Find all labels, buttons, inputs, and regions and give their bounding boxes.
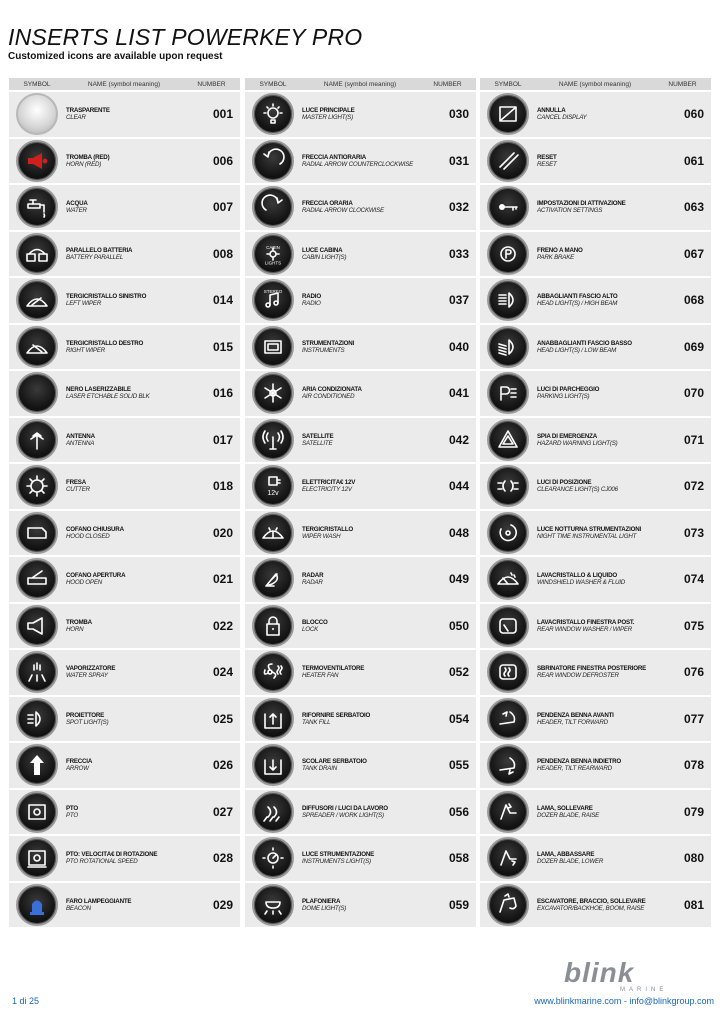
svg-text:CABIN: CABIN — [266, 244, 280, 250]
insert-name-it: RESET — [537, 153, 557, 161]
insert-name-en: HORN — [66, 625, 84, 633]
horn-red-icon — [16, 140, 58, 182]
insert-name-en: EXCAVATOR/BACKHOE, BOOM, RAISE — [537, 904, 645, 912]
insert-name-it: ANNULLA — [537, 107, 566, 115]
table-row — [9, 790, 240, 835]
insert-number: 015 — [212, 339, 233, 354]
insert-number: 026 — [212, 758, 233, 773]
logo-subtitle: MARINE — [620, 987, 668, 992]
table-row — [9, 836, 240, 881]
insert-name-en: HOOD CLOSED — [66, 532, 110, 540]
insert-name-it: TROMBA (RED) — [66, 153, 110, 161]
insert-number: 008 — [212, 246, 233, 261]
insert-name-en: WATER — [66, 207, 87, 215]
insert-number: 032 — [448, 200, 469, 215]
insert-name-it: LUCE PRINCIPALE — [302, 107, 355, 115]
table-row — [480, 371, 711, 416]
work-light-icon — [252, 791, 294, 833]
table-row — [9, 139, 240, 184]
table-row — [9, 325, 240, 370]
insert-name-it: SCOLARE SERBATOIO — [302, 758, 367, 766]
contact-link[interactable]: www.blinkmarine.com - info@blinkgroup.com — [534, 996, 714, 1006]
insert-number: 059 — [448, 897, 469, 912]
table-row — [480, 697, 711, 742]
activation-key-icon — [487, 186, 529, 228]
table-row — [480, 557, 711, 602]
table-row — [9, 418, 240, 463]
page-title: INSERTS LIST POWERKEY PRO — [8, 24, 363, 50]
table-row — [480, 883, 711, 928]
lock-icon — [252, 605, 294, 647]
insert-name-it: PLAFONIERA — [302, 897, 341, 905]
insert-number: 077 — [683, 711, 704, 726]
arrow-ccw-icon — [252, 140, 294, 182]
table-row — [480, 836, 711, 881]
table-row — [245, 697, 476, 742]
column-header — [480, 78, 711, 90]
insert-number: 050 — [448, 618, 469, 633]
insert-number: 030 — [448, 107, 469, 122]
instruments-icon — [252, 326, 294, 368]
table-row — [245, 511, 476, 556]
satellite-icon — [252, 419, 294, 461]
insert-name-it: LAMA, SOLLEVARE — [537, 804, 593, 812]
insert-name-en: INSTRUMENTS LIGHT(S) — [302, 858, 371, 866]
table-row — [9, 371, 240, 416]
insert-number: 014 — [212, 293, 233, 308]
insert-number: 006 — [212, 153, 233, 168]
insert-name-en: HORN (RED) — [66, 160, 102, 168]
low-beam-icon — [487, 326, 529, 368]
insert-name-en: HEAD LIGHT(S) / LOW BEAM — [537, 346, 617, 354]
tank-drain-icon — [252, 744, 294, 786]
table-row — [480, 790, 711, 835]
insert-name-it: LUCE STRUMENTAZIONE — [302, 851, 375, 859]
arrow-up-icon — [16, 744, 58, 786]
insert-name-en: HAZARD WARNING LIGHT(S) — [537, 439, 618, 447]
insert-name-en: ARROW — [66, 765, 89, 773]
table-row — [245, 464, 476, 509]
blink-marine-logo — [562, 960, 712, 992]
insert-name-en: TANK DRAIN — [302, 765, 338, 773]
hood-closed-icon — [16, 512, 58, 554]
insert-number: 041 — [448, 386, 469, 401]
svg-text:LIGHTS: LIGHTS — [264, 260, 282, 266]
header-symbol: SYMBOL — [494, 80, 522, 88]
cabin-light-icon — [252, 233, 294, 275]
insert-number: 028 — [212, 851, 233, 866]
insert-name-en: RADIAL ARROW COUNTERCLOCKWISE — [302, 160, 414, 168]
insert-name-it: VAPORIZZATORE — [66, 665, 116, 673]
table-row — [480, 604, 711, 649]
insert-number: 076 — [683, 665, 704, 680]
insert-number: 024 — [212, 665, 233, 680]
insert-name-it: FARO LAMPEGGIANTE — [66, 897, 132, 905]
insert-name-it: ABBAGLIANTI FASCIO ALTO — [537, 293, 618, 301]
insert-name-en: RADIO — [302, 300, 321, 308]
insert-name-en: WINDSHIELD WASHER & FLUID — [537, 579, 626, 587]
insert-name-en: SPREADER / WORK LIGHT(S) — [302, 811, 384, 819]
insert-name-it: LAVACRISTALLO & LIQUIDO — [537, 572, 617, 580]
insert-name-en: ELECTRICITY 12V — [302, 486, 352, 494]
table-row — [480, 92, 711, 137]
table-row — [245, 418, 476, 463]
insert-name-en: REAR WINDOW WASHER / WIPER — [537, 625, 633, 633]
insert-name-en: CLEAR — [66, 114, 86, 122]
svg-text:12v: 12v — [267, 490, 279, 498]
insert-name-en: AIR CONDITIONED — [302, 393, 355, 401]
horn-icon — [16, 605, 58, 647]
insert-name-en: RESET — [537, 160, 557, 168]
tilt-forward-icon — [487, 698, 529, 740]
reset-icon — [487, 140, 529, 182]
insert-name-it: PTO: VELOCITÃ€ DI ROTAZIONE — [66, 851, 158, 859]
insert-number: 031 — [448, 153, 469, 168]
table-row — [9, 464, 240, 509]
insert-name-it: COFANO APERTURA — [66, 572, 126, 580]
insert-name-it: FRECCIA ANTIORARIA — [302, 153, 366, 161]
hazard-icon — [487, 419, 529, 461]
header-name: NAME (symbol meaning) — [323, 80, 397, 88]
park-brake-icon — [487, 233, 529, 275]
insert-name-it: LUCE NOTTURNA STRUMENTAZIONI — [537, 525, 642, 533]
insert-number: 078 — [683, 758, 704, 773]
insert-name-en: LOCK — [302, 625, 319, 633]
svg-text:STEREO: STEREO — [263, 289, 283, 295]
insert-number: 037 — [448, 293, 469, 308]
insert-name-en: CABIN LIGHT(S) — [302, 253, 347, 261]
insert-number: 069 — [683, 339, 704, 354]
insert-number: 044 — [448, 479, 469, 494]
insert-name-it: ANABBAGLIANTI FASCIO BASSO — [537, 339, 632, 347]
insert-number: 020 — [212, 525, 233, 540]
insert-number: 063 — [683, 200, 704, 215]
header-name: NAME (symbol meaning) — [87, 80, 161, 88]
table-row — [480, 232, 711, 277]
insert-name-it: TROMBA — [66, 618, 92, 626]
cancel-display-icon — [487, 93, 529, 135]
insert-number: 021 — [212, 572, 233, 587]
table-row — [9, 557, 240, 602]
inserts-table — [9, 78, 712, 926]
header-number: NUMBER — [668, 80, 697, 88]
insert-number: 071 — [683, 432, 704, 447]
radar-icon — [252, 558, 294, 600]
insert-number: 007 — [212, 200, 233, 215]
night-light-icon — [487, 512, 529, 554]
insert-number: 027 — [212, 804, 233, 819]
insert-name-en: HEADER, TILT REARWARD — [537, 765, 612, 773]
insert-number: 067 — [683, 246, 704, 261]
table-row — [9, 511, 240, 556]
table-row — [245, 557, 476, 602]
table-row — [480, 464, 711, 509]
insert-name-en: REAR WINDOW DEFROSTER — [537, 672, 619, 680]
insert-number: 061 — [683, 153, 704, 168]
insert-number: 058 — [448, 851, 469, 866]
insert-name-it: SPIA DI EMERGENZA — [537, 432, 597, 440]
instruments-light-icon — [252, 837, 294, 879]
table-row — [480, 278, 711, 323]
insert-name-en: WIPER WASH — [302, 532, 341, 540]
insert-name-en: TANK FILL — [302, 718, 331, 726]
insert-name-en: MASTER LIGHT(S) — [302, 114, 353, 122]
table-row — [480, 185, 711, 230]
table-row — [245, 650, 476, 695]
table-row — [480, 418, 711, 463]
insert-name-it: ANTENNA — [66, 432, 95, 440]
insert-name-it: ARIA CONDIZIONATA — [302, 386, 362, 394]
insert-name-it: IMPOSTAZIONI DI ATTIVAZIONE — [537, 200, 626, 208]
insert-name-en: DOZER BLADE, LOWER — [537, 858, 604, 866]
insert-name-it: LUCE CABINA — [302, 246, 343, 254]
table-row — [9, 650, 240, 695]
header-symbol: SYMBOL — [23, 80, 51, 88]
table-row — [245, 883, 476, 928]
water-tap-icon — [16, 186, 58, 228]
insert-number: 070 — [683, 386, 704, 401]
insert-name-it: STRUMENTAZIONI — [302, 339, 355, 347]
insert-name-it: ESCAVATORE, BRACCIO, SOLLEVARE — [537, 897, 646, 905]
heater-fan-icon — [252, 651, 294, 693]
table-column-3 — [480, 78, 711, 927]
insert-number: 049 — [448, 572, 469, 587]
pto-icon — [16, 791, 58, 833]
insert-number: 022 — [212, 618, 233, 633]
insert-name-it: SBRINATORE FINESTRA POSTERIORE — [537, 665, 647, 673]
table-row — [245, 836, 476, 881]
insert-name-it: TRASPARENTE — [66, 107, 110, 115]
header-number: NUMBER — [433, 80, 462, 88]
insert-name-en: SPOT LIGHT(S) — [66, 718, 109, 726]
insert-number: 016 — [212, 386, 233, 401]
insert-name-en: HOOD OPEN — [66, 579, 103, 587]
insert-number: 079 — [683, 804, 704, 819]
table-row — [480, 743, 711, 788]
insert-name-it: TERGICRISTALLO — [302, 525, 354, 533]
table-row — [245, 371, 476, 416]
insert-name-en: DOME LIGHT(S) — [302, 904, 347, 912]
column-header — [245, 78, 476, 90]
table-row — [245, 604, 476, 649]
blank-black-icon — [16, 372, 58, 414]
insert-name-it: RADAR — [302, 572, 324, 580]
parking-light-icon — [487, 372, 529, 414]
header-symbol: SYMBOL — [259, 80, 287, 88]
insert-name-en: HEATER FAN — [302, 672, 339, 680]
insert-name-it: LAMA, ABBASSARE — [537, 851, 595, 859]
dome-light-icon — [252, 884, 294, 926]
insert-name-en: PARK BRAKE — [537, 253, 575, 261]
insert-number: 068 — [683, 293, 704, 308]
insert-name-it: TERGICRISTALLO DESTRO — [66, 339, 144, 347]
insert-number: 055 — [448, 758, 469, 773]
table-row — [245, 139, 476, 184]
insert-number: 056 — [448, 804, 469, 819]
table-row — [245, 278, 476, 323]
column-header — [9, 78, 240, 90]
table-row — [9, 883, 240, 928]
insert-name-it: NERO LASERIZZABILE — [66, 386, 131, 394]
dozer-lower-icon — [487, 837, 529, 879]
table-row — [245, 232, 476, 277]
insert-name-en: CANCEL DISPLAY — [537, 114, 587, 122]
radio-icon — [252, 279, 294, 321]
insert-name-en: ANTENNA — [66, 439, 95, 447]
table-row — [9, 232, 240, 277]
table-row — [245, 743, 476, 788]
high-beam-icon — [487, 279, 529, 321]
insert-number: 018 — [212, 479, 233, 494]
table-row — [245, 790, 476, 835]
header-name: NAME (symbol meaning) — [558, 80, 632, 88]
table-row — [9, 697, 240, 742]
dozer-raise-icon — [487, 791, 529, 833]
insert-name-en: RIGHT WIPER — [66, 346, 106, 354]
insert-number: 081 — [683, 897, 704, 912]
insert-name-it: RIFORNIRE SERBATOIO — [302, 711, 371, 719]
insert-name-it: TERGICRISTALLO SINISTRO — [66, 293, 147, 301]
page-number: 1 di 25 — [12, 996, 40, 1006]
insert-name-en: PARKING LIGHT(S) — [537, 393, 590, 401]
insert-name-it: LUCI DI PARCHEGGIO — [537, 386, 600, 394]
clear-icon — [16, 93, 58, 135]
insert-name-en: BEACON — [66, 904, 91, 912]
table-row — [480, 511, 711, 556]
insert-name-en: HEAD LIGHT(S) / HIGH BEAM — [537, 300, 618, 308]
table-row — [245, 185, 476, 230]
insert-number: 040 — [448, 339, 469, 354]
insert-number: 048 — [448, 525, 469, 540]
water-spray-icon — [16, 651, 58, 693]
insert-name-en: HEADER, TILT FORWARD — [537, 718, 608, 726]
insert-name-it: DIFFUSORI / LUCI DA LAVORO — [302, 804, 388, 812]
table-column-2 — [245, 78, 476, 927]
insert-number: 042 — [448, 432, 469, 447]
insert-name-it: RADIO — [302, 293, 321, 301]
insert-name-it: LUCI DI POSIZIONE — [537, 479, 592, 487]
insert-name-en: RADAR — [302, 579, 323, 587]
insert-name-en: LEFT WIPER — [66, 300, 102, 308]
insert-name-it: BLOCCO — [302, 618, 328, 626]
beacon-icon — [16, 884, 58, 926]
insert-name-en: DOZER BLADE, RAISE — [537, 811, 600, 819]
insert-name-it: FRESA — [66, 479, 86, 487]
insert-name-it: FRENO A MANO — [537, 246, 583, 254]
electricity-12v-icon — [252, 465, 294, 507]
table-row — [245, 325, 476, 370]
arrow-cw-icon — [252, 186, 294, 228]
insert-name-it: SATELLITE — [302, 432, 334, 440]
insert-name-en: NIGHT TIME INSTRUMENTAL LIGHT — [537, 532, 637, 540]
insert-name-it: FRECCIA — [66, 758, 93, 766]
table-column-1 — [9, 78, 240, 927]
insert-name-it: COFANO CHIUSURA — [66, 525, 124, 533]
table-row — [9, 604, 240, 649]
insert-number: 025 — [212, 711, 233, 726]
insert-number: 029 — [212, 897, 233, 912]
insert-name-en: ACTIVATION SETTINGS — [537, 207, 603, 215]
insert-number: 073 — [683, 525, 704, 540]
header-number: NUMBER — [197, 80, 226, 88]
insert-number: 074 — [683, 572, 704, 587]
insert-name-en: SATELLITE — [302, 439, 333, 447]
left-wiper-icon — [16, 279, 58, 321]
insert-name-en: CUTTER — [66, 486, 90, 494]
insert-name-it: PENDENZA BENNA INDIETRO — [537, 758, 621, 766]
insert-name-it: PARALLELO BATTERIA — [66, 246, 133, 254]
insert-number: 001 — [212, 107, 233, 122]
logo-wordmark: blink — [564, 960, 635, 988]
insert-name-it: LAVACRISTALLO FINESTRA POST. — [537, 618, 635, 626]
insert-name-it: FRECCIA ORARIA — [302, 200, 353, 208]
excavator-raise-icon — [487, 884, 529, 926]
insert-name-it: PROIETTORE — [66, 711, 105, 719]
insert-number: 033 — [448, 246, 469, 261]
battery-parallel-icon — [16, 233, 58, 275]
table-row — [9, 278, 240, 323]
master-light-icon — [252, 93, 294, 135]
insert-number: 072 — [683, 479, 704, 494]
table-row — [480, 325, 711, 370]
insert-name-en: INSTRUMENTS — [302, 346, 345, 354]
table-row — [9, 92, 240, 137]
table-row — [480, 139, 711, 184]
insert-name-en: RADIAL ARROW CLOCKWISE — [302, 207, 384, 215]
insert-number: 075 — [683, 618, 704, 633]
insert-number: 080 — [683, 851, 704, 866]
windshield-washer-icon — [487, 558, 529, 600]
table-row — [9, 185, 240, 230]
insert-number: 052 — [448, 665, 469, 680]
insert-name-it: PTO — [66, 804, 79, 812]
insert-name-en: LASER ETCHABLE SOLID BLK — [66, 393, 150, 401]
antenna-icon — [16, 419, 58, 461]
cutter-icon — [16, 465, 58, 507]
rear-washer-icon — [487, 605, 529, 647]
table-row — [480, 650, 711, 695]
insert-name-en: PTO — [66, 811, 79, 819]
rear-defroster-icon — [487, 651, 529, 693]
tank-fill-icon — [252, 698, 294, 740]
insert-number: 054 — [448, 711, 469, 726]
clearance-light-icon — [487, 465, 529, 507]
tilt-rearward-icon — [487, 744, 529, 786]
insert-number: 060 — [683, 107, 704, 122]
insert-name-it: ELETTRICITÃ€ 12V — [302, 479, 356, 487]
right-wiper-icon — [16, 326, 58, 368]
insert-name-it: PENDENZA BENNA AVANTI — [537, 711, 614, 719]
insert-name-en: BATTERY PARALLEL — [66, 253, 124, 261]
insert-name-en: PTO ROTATIONAL SPEED — [66, 858, 138, 866]
pto-speed-icon — [16, 837, 58, 879]
insert-name-it: TERMOVENTILATORE — [302, 665, 365, 673]
insert-name-en: WATER SPRAY — [66, 672, 108, 680]
table-row — [9, 743, 240, 788]
table-row — [245, 92, 476, 137]
air-conditioned-icon — [252, 372, 294, 414]
hood-open-icon — [16, 558, 58, 600]
page-subtitle: Customized icons are available upon request — [8, 51, 223, 62]
spot-light-icon — [16, 698, 58, 740]
wiper-wash-icon — [252, 512, 294, 554]
insert-name-en: CLEARANCE LIGHT(S) CJ006 — [537, 486, 618, 494]
insert-number: 017 — [212, 432, 233, 447]
insert-name-it: ACQUA — [66, 200, 88, 208]
